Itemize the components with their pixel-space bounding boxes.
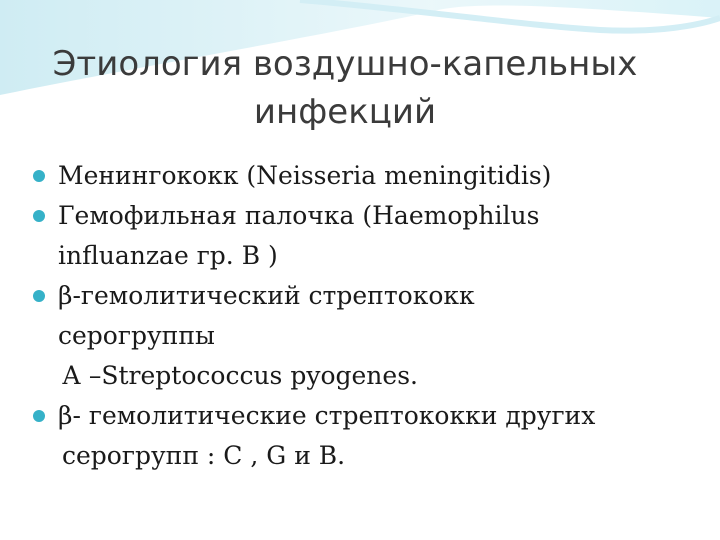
bullet-dot-icon	[33, 170, 45, 182]
list-item	[30, 276, 700, 396]
item-text-continued: серогруппы	[58, 321, 215, 350]
list-item	[30, 156, 700, 196]
bullet-dot-icon	[33, 410, 45, 422]
item-text: Гемофильная палочка (Haemophilus	[58, 201, 540, 230]
bullet-list	[30, 156, 700, 476]
title-line-1: Этиология воздушно-капельных	[52, 44, 638, 84]
item-text: β- гемолитические стрептококки других	[58, 401, 596, 430]
item-text-continued: influanzae гр. В )	[58, 241, 278, 270]
title-line-2: инфекций	[253, 92, 437, 132]
list-item	[30, 396, 700, 476]
item-text: β-гемолитический стрептококк	[58, 281, 475, 310]
slide-title	[0, 40, 690, 136]
bullet-dot-icon	[33, 210, 45, 222]
item-text: Менингококк (Neisseria meningitidis)	[58, 161, 552, 190]
item-text-continued: А –Streptococcus pyogenes.	[62, 361, 418, 390]
list-item	[30, 196, 700, 276]
item-text-continued: серогрупп : С , G и В.	[62, 441, 346, 470]
bullet-dot-icon	[33, 290, 45, 302]
